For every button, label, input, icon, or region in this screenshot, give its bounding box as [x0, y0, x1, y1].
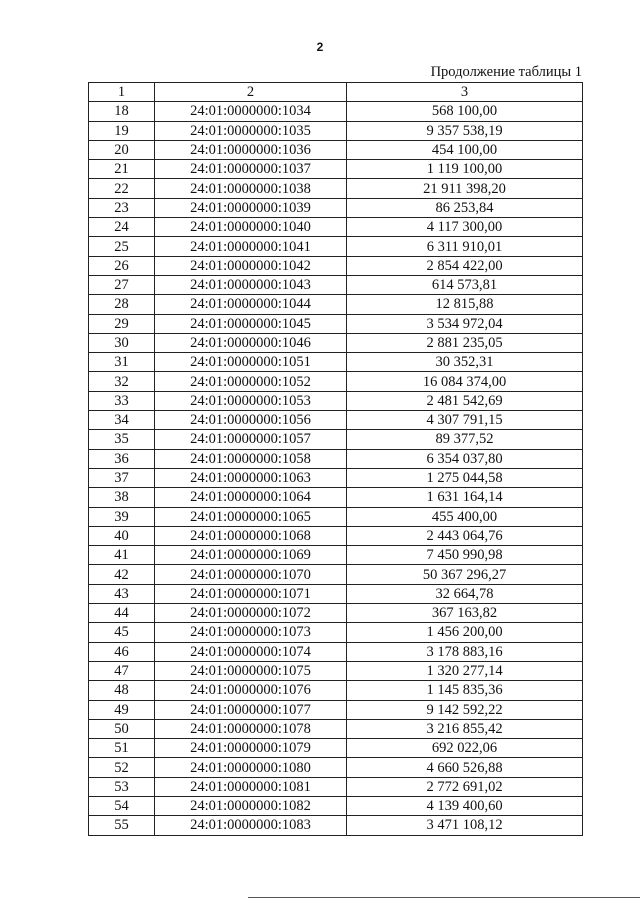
- value-cell: 1 119 100,00: [347, 160, 583, 179]
- value-cell: 4 139 400,60: [347, 796, 583, 815]
- row-number-cell: 51: [89, 739, 155, 758]
- row-number-cell: 24: [89, 218, 155, 237]
- value-cell: 12 815,88: [347, 295, 583, 314]
- row-number-cell: 53: [89, 777, 155, 796]
- data-table: [88, 82, 583, 836]
- value-cell: 2 481 542,69: [347, 391, 583, 410]
- value-cell: 1 631 164,14: [347, 488, 583, 507]
- row-number-cell: 28: [89, 295, 155, 314]
- header-cell-1: 1: [89, 83, 155, 102]
- table-row: [89, 719, 583, 738]
- header-row: [89, 83, 583, 102]
- cadastral-number-cell: 24:01:0000000:1052: [155, 372, 347, 391]
- value-cell: 9 357 538,19: [347, 121, 583, 140]
- cadastral-number-cell: 24:01:0000000:1042: [155, 256, 347, 275]
- table-row: [89, 102, 583, 121]
- value-cell: 7 450 990,98: [347, 546, 583, 565]
- value-cell: 367 163,82: [347, 604, 583, 623]
- table-body: [89, 102, 583, 835]
- value-cell: 21 911 398,20: [347, 179, 583, 198]
- cadastral-number-cell: 24:01:0000000:1068: [155, 526, 347, 545]
- table-header: [89, 83, 583, 102]
- table-row: [89, 140, 583, 159]
- table-row: [89, 604, 583, 623]
- table-row: [89, 179, 583, 198]
- value-cell: 614 573,81: [347, 275, 583, 294]
- cadastral-number-cell: 24:01:0000000:1081: [155, 777, 347, 796]
- row-number-cell: 27: [89, 275, 155, 294]
- table-row: [89, 758, 583, 777]
- cadastral-number-cell: 24:01:0000000:1037: [155, 160, 347, 179]
- table-row: [89, 256, 583, 275]
- row-number-cell: 33: [89, 391, 155, 410]
- value-cell: 454 100,00: [347, 140, 583, 159]
- table-row: [89, 526, 583, 545]
- value-cell: 3 471 108,12: [347, 816, 583, 835]
- table-row: [89, 160, 583, 179]
- page-number: 2: [316, 40, 324, 54]
- row-number-cell: 45: [89, 623, 155, 642]
- cadastral-number-cell: 24:01:0000000:1071: [155, 584, 347, 603]
- value-cell: 1 275 044,58: [347, 468, 583, 487]
- row-number-cell: 55: [89, 816, 155, 835]
- value-cell: 568 100,00: [347, 102, 583, 121]
- value-cell: 692 022,06: [347, 739, 583, 758]
- cadastral-number-cell: 24:01:0000000:1051: [155, 353, 347, 372]
- cadastral-number-cell: 24:01:0000000:1058: [155, 449, 347, 468]
- row-number-cell: 36: [89, 449, 155, 468]
- row-number-cell: 23: [89, 198, 155, 217]
- table-row: [89, 739, 583, 758]
- table-row: [89, 642, 583, 661]
- row-number-cell: 29: [89, 314, 155, 333]
- table-row: [89, 314, 583, 333]
- row-number-cell: 21: [89, 160, 155, 179]
- cadastral-number-cell: 24:01:0000000:1072: [155, 604, 347, 623]
- value-cell: 16 084 374,00: [347, 372, 583, 391]
- row-number-cell: 19: [89, 121, 155, 140]
- table-continuation-caption: Продолжение таблицы 1: [430, 64, 582, 80]
- table-row: [89, 584, 583, 603]
- row-number-cell: 22: [89, 179, 155, 198]
- value-cell: 3 178 883,16: [347, 642, 583, 661]
- cadastral-number-cell: 24:01:0000000:1046: [155, 333, 347, 352]
- value-cell: 1 320 277,14: [347, 661, 583, 680]
- value-cell: 50 367 296,27: [347, 565, 583, 584]
- row-number-cell: 46: [89, 642, 155, 661]
- value-cell: 4 117 300,00: [347, 218, 583, 237]
- cadastral-number-cell: 24:01:0000000:1076: [155, 681, 347, 700]
- cadastral-number-cell: 24:01:0000000:1079: [155, 739, 347, 758]
- table-row: [89, 449, 583, 468]
- value-cell: 32 664,78: [347, 584, 583, 603]
- cadastral-number-cell: 24:01:0000000:1038: [155, 179, 347, 198]
- table-row: [89, 275, 583, 294]
- cadastral-number-cell: 24:01:0000000:1044: [155, 295, 347, 314]
- value-cell: 9 142 592,22: [347, 700, 583, 719]
- table-row: [89, 295, 583, 314]
- cadastral-number-cell: 24:01:0000000:1053: [155, 391, 347, 410]
- row-number-cell: 18: [89, 102, 155, 121]
- table-row: [89, 796, 583, 815]
- row-number-cell: 34: [89, 411, 155, 430]
- value-cell: 3 216 855,42: [347, 719, 583, 738]
- cadastral-number-cell: 24:01:0000000:1074: [155, 642, 347, 661]
- table-row: [89, 700, 583, 719]
- cadastral-number-cell: 24:01:0000000:1040: [155, 218, 347, 237]
- row-number-cell: 39: [89, 507, 155, 526]
- value-cell: 30 352,31: [347, 353, 583, 372]
- table-row: [89, 777, 583, 796]
- cadastral-number-cell: 24:01:0000000:1078: [155, 719, 347, 738]
- table-row: [89, 411, 583, 430]
- row-number-cell: 26: [89, 256, 155, 275]
- row-number-cell: 20: [89, 140, 155, 159]
- cadastral-number-cell: 24:01:0000000:1080: [155, 758, 347, 777]
- row-number-cell: 42: [89, 565, 155, 584]
- value-cell: 2 881 235,05: [347, 333, 583, 352]
- table-row: [89, 468, 583, 487]
- row-number-cell: 47: [89, 661, 155, 680]
- table-row: [89, 488, 583, 507]
- table-row: [89, 546, 583, 565]
- row-number-cell: 41: [89, 546, 155, 565]
- row-number-cell: 35: [89, 430, 155, 449]
- row-number-cell: 44: [89, 604, 155, 623]
- value-cell: 6 354 037,80: [347, 449, 583, 468]
- row-number-cell: 32: [89, 372, 155, 391]
- cadastral-number-cell: 24:01:0000000:1039: [155, 198, 347, 217]
- table-row: [89, 681, 583, 700]
- table-row: [89, 333, 583, 352]
- table-row: [89, 372, 583, 391]
- row-number-cell: 30: [89, 333, 155, 352]
- cadastral-number-cell: 24:01:0000000:1057: [155, 430, 347, 449]
- table-row: [89, 507, 583, 526]
- cadastral-number-cell: 24:01:0000000:1073: [155, 623, 347, 642]
- cadastral-number-cell: 24:01:0000000:1075: [155, 661, 347, 680]
- cadastral-number-cell: 24:01:0000000:1063: [155, 468, 347, 487]
- cadastral-number-cell: 24:01:0000000:1045: [155, 314, 347, 333]
- header-cell-2: 2: [155, 83, 347, 102]
- value-cell: 1 456 200,00: [347, 623, 583, 642]
- table-row: [89, 218, 583, 237]
- cadastral-number-cell: 24:01:0000000:1077: [155, 700, 347, 719]
- cadastral-number-cell: 24:01:0000000:1036: [155, 140, 347, 159]
- row-number-cell: 43: [89, 584, 155, 603]
- value-cell: 3 534 972,04: [347, 314, 583, 333]
- table-row: [89, 430, 583, 449]
- value-cell: 455 400,00: [347, 507, 583, 526]
- row-number-cell: 38: [89, 488, 155, 507]
- table-row: [89, 816, 583, 835]
- cadastral-number-cell: 24:01:0000000:1056: [155, 411, 347, 430]
- cadastral-number-cell: 24:01:0000000:1035: [155, 121, 347, 140]
- cadastral-number-cell: 24:01:0000000:1069: [155, 546, 347, 565]
- value-cell: 4 660 526,88: [347, 758, 583, 777]
- value-cell: 4 307 791,15: [347, 411, 583, 430]
- table-row: [89, 121, 583, 140]
- row-number-cell: 31: [89, 353, 155, 372]
- table-row: [89, 353, 583, 372]
- cadastral-number-cell: 24:01:0000000:1070: [155, 565, 347, 584]
- cadastral-number-cell: 24:01:0000000:1065: [155, 507, 347, 526]
- row-number-cell: 49: [89, 700, 155, 719]
- row-number-cell: 25: [89, 237, 155, 256]
- value-cell: 2 772 691,02: [347, 777, 583, 796]
- row-number-cell: 54: [89, 796, 155, 815]
- cadastral-number-cell: 24:01:0000000:1083: [155, 816, 347, 835]
- table-row: [89, 623, 583, 642]
- cadastral-number-cell: 24:01:0000000:1043: [155, 275, 347, 294]
- row-number-cell: 48: [89, 681, 155, 700]
- row-number-cell: 40: [89, 526, 155, 545]
- header-cell-3: 3: [347, 83, 583, 102]
- table-row: [89, 565, 583, 584]
- value-cell: 1 145 835,36: [347, 681, 583, 700]
- value-cell: 2 443 064,76: [347, 526, 583, 545]
- value-cell: 86 253,84: [347, 198, 583, 217]
- table-row: [89, 661, 583, 680]
- row-number-cell: 50: [89, 719, 155, 738]
- cadastral-number-cell: 24:01:0000000:1041: [155, 237, 347, 256]
- table-row: [89, 391, 583, 410]
- cadastral-number-cell: 24:01:0000000:1064: [155, 488, 347, 507]
- cadastral-number-cell: 24:01:0000000:1082: [155, 796, 347, 815]
- value-cell: 6 311 910,01: [347, 237, 583, 256]
- row-number-cell: 52: [89, 758, 155, 777]
- table-row: [89, 198, 583, 217]
- bottom-rule: [248, 897, 640, 898]
- value-cell: 89 377,52: [347, 430, 583, 449]
- row-number-cell: 37: [89, 468, 155, 487]
- value-cell: 2 854 422,00: [347, 256, 583, 275]
- table-row: [89, 237, 583, 256]
- cadastral-number-cell: 24:01:0000000:1034: [155, 102, 347, 121]
